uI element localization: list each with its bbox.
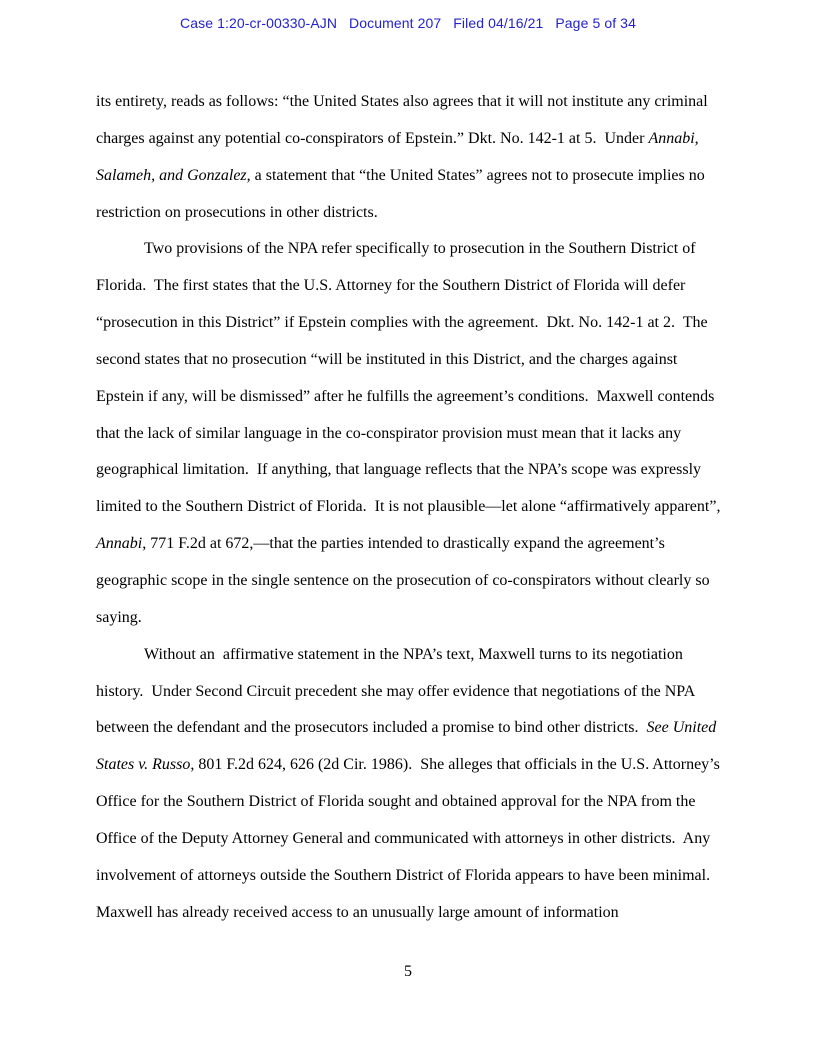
text-run: its entirety, reads as follows: “the United States also agrees that it will not institute any criminal charges against any potential co-conspirators of Epstein.” Dkt. No. 142-1 at 5. Under [96, 93, 708, 147]
text-run: , 771 F.2d at 672,—that the parties intended to drastically expand the agreement’s geographic scope in the single sentence on the prosecution of co-conspirators without clearly so saying. [96, 535, 710, 626]
case-citation: Annabi, Salameh, and Gonzalez, [96, 129, 699, 184]
document-body [96, 84, 722, 931]
page-number: 5 [404, 963, 412, 980]
text-run: Without an affirmative statement in the NPA’s text, Maxwell turns to its negotiation history. Under Second Circuit precedent she may offer evidence that negotiations of the NPA between the defendant and the prosecutors included a promise to bind other districts. [96, 645, 695, 737]
case-stamp-header: Case 1:20-cr-00330-AJN Document 207 Filed 04/16/21 Page 5 of 34 [180, 15, 636, 31]
text-run: Two provisions of the NPA refer specifically to prosecution in the Southern District of Florida. The first states that the U.S. Attorney for the Southern District of Florida will defer “prosecution in this District” if Epstein complies with the agreement. Dkt. No. 142-1 at 2. The second states that no prosecution “will be instituted in this District, and the charges against Epstein if any, will be dismissed” after he fulfills the agreement’s conditions. Maxwell contends that the lack of similar language in the co-conspirator provision must mean that it lacks any geographical limitation. If anything, that language reflects that the NPA’s scope was expressly limited to the Southern District of Florida. It is not plausible—let alone “affirmatively apparent”, [96, 240, 721, 516]
case-citation: See United States v. Russo [96, 719, 717, 774]
case-citation: Annabi [96, 535, 143, 553]
paragraph [96, 637, 722, 932]
text-run: a statement that “the United States” agrees not to prosecute implies no restriction on prosecutions in other districts. [96, 166, 705, 221]
paragraph [96, 84, 722, 231]
paragraph [96, 231, 722, 636]
text-run: , 801 F.2d 624, 626 (2d Cir. 1986). She alleges that officials in the U.S. Attorney’s Office for the Southern District of Florida sought and obtained approval for the NPA from the Office of the Deputy Attorney General and communicated with attorneys in other districts. Any involvement of attorneys outside the Southern District of Florida appears to have been minimal. Maxwell has already received access to an unusually large amount of information [96, 756, 720, 921]
